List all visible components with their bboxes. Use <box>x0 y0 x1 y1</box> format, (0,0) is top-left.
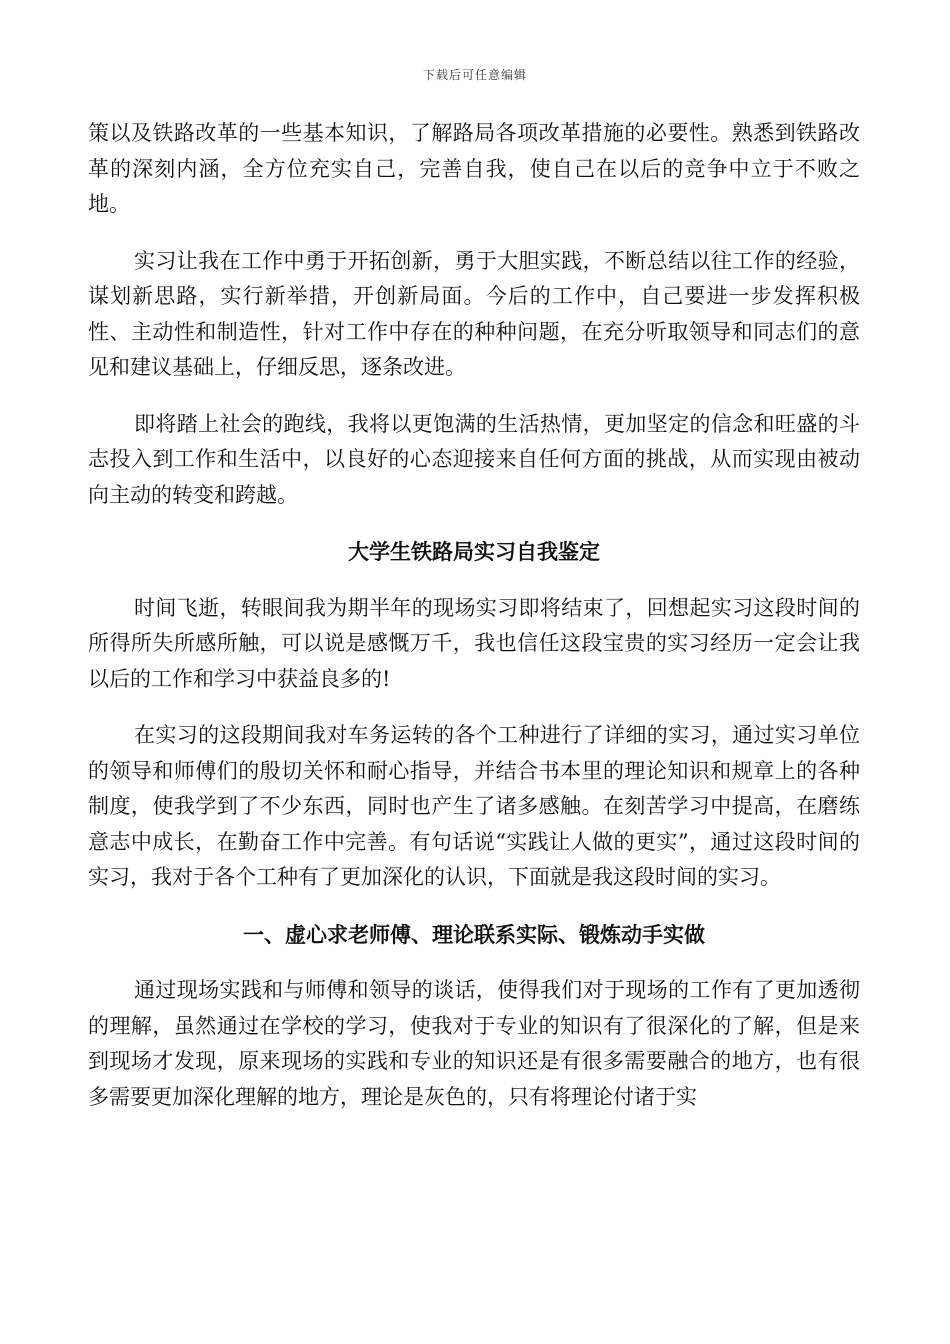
paragraph-innovation: 实习让我在工作中勇于开拓创新，勇于大胆实践，不断总结以往工作的经验，谋划新思路，实行新举措，开创新局面。今后的工作中，自己要进一步发挥积极性、主动性和制造性，针对工作中存在的种种问题，在充分听取领导和同志们的意见和建议基础上，仔细反思，逐条改进。 <box>88 248 860 379</box>
page-header: 下载后可任意编辑 <box>422 68 527 82</box>
paragraph-future: 即将踏上社会的跑线，我将以更饱满的生活热情，更加坚定的信念和旺盛的斗志投入到工作和生活中，以良好的心态迎接来自任何方面的挑战，从而实现由被动向主动的转变和跨越。 <box>88 411 860 507</box>
document-title: 大学生铁路局实习自我鉴定 <box>348 539 600 564</box>
paragraph-intro-continuation: 策以及铁路改革的一些基本知识，了解路局各项改革措施的必要性。熟悉到铁路改革的深刻内涵，全方位充实自己，完善自我，使自己在以后的竞争中立于不败之地。 <box>88 121 860 216</box>
document-body <box>88 116 860 1136</box>
paragraph-field-practice: 通过现场实践和与师傅和领导的谈话，使得我们对于现场的工作有了更加透彻的理解，虽然通过在学校的学习，使我对于专业的知识有了很深化的了解，但是来到现场才发现，原来现场的实践和专业的知识还是有很多需要融合的地方，也有很多需要更加深化理解的地方，理论是灰色的，只有将理论付诸于实 <box>88 978 860 1109</box>
paragraph-time-flies: 时间飞逝，转眼间我为期半年的现场实习即将结束了，回想起实习这段时间的所得所失所感所触，可以说是感慨万千，我也信任这段宝贵的实习经历一定会让我以后的工作和学习中获益良多的! <box>88 595 860 691</box>
paragraph-internship-period: 在实习的这段期间我对车务运转的各个工种进行了详细的实习，通过实习单位的领导和师傅们的殷切关怀和耐心指导，并结合书本里的理论知识和规章上的各种制度，使我学到了不少东西，同时也产生了诸多感触。在刻苦学习中提高，在磨练意志中成长，在勤奋工作中完善。有句话说“实践让人做的更实”，通过这段时间的实习，我对于各个工种有了更加深化的认识，下面就是我这段时间的实习。 <box>88 723 860 889</box>
section-heading-1: 一、虚心求老师傅、理论联系实际、锻炼动手实做 <box>243 921 705 947</box>
